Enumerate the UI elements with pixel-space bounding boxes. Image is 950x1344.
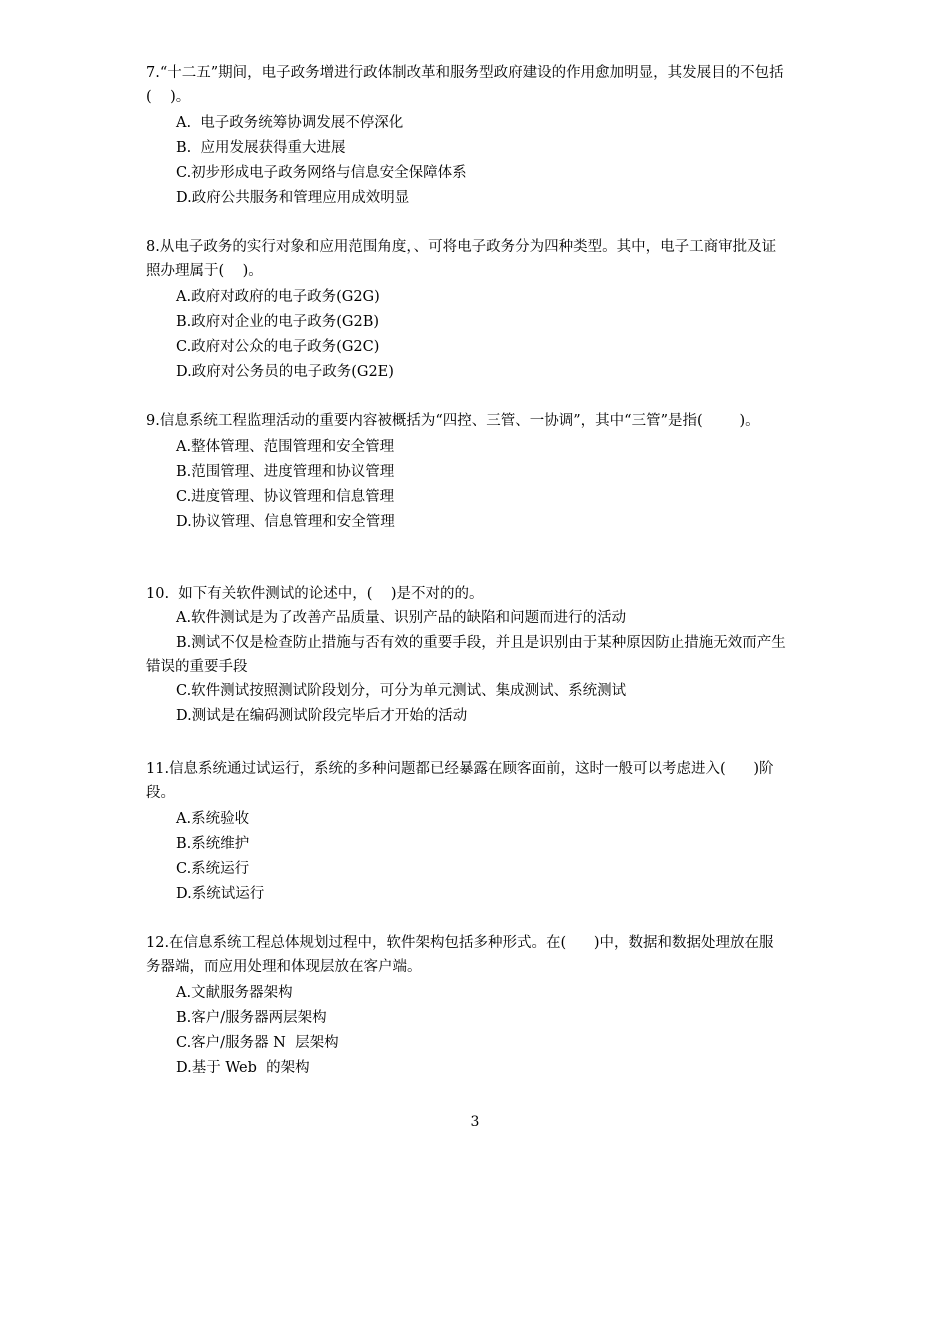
option-a: A.系统验收 <box>176 811 250 827</box>
question-stem: 11.信息系统通过试运行，系统的多种问题都已经暴露在顾客面前，这时一般可以考虑进入( )阶段。 <box>146 761 774 801</box>
question-stem: 8.从电子政务的实行对象和应用范围角度，、可将电子政务分为四种类型。其中，电子工商审批及证照办理属于( )。 <box>146 239 777 279</box>
option-b: B.客户/服务器两层架构 <box>176 1010 327 1026</box>
option-b: B.测试不仅是检查防止措施与否有效的重要手段，并且是识别由于某种原因防止措施无效而产生错误的重要手段 <box>146 635 786 675</box>
option-list <box>146 111 786 211</box>
option-b: B.系统维护 <box>176 836 250 852</box>
option-list <box>146 285 786 385</box>
question-9 <box>146 409 786 535</box>
option-c: C.政府对公众的电子政务(G2C) <box>176 339 380 355</box>
option-c: C.进度管理、协议管理和信息管理 <box>176 489 395 505</box>
option-d: D.系统试运行 <box>176 886 265 902</box>
option-d: D.测试是在编码测试阶段完毕后才开始的活动 <box>176 708 468 724</box>
option-d: D.基于 Web 的架构 <box>176 1060 310 1076</box>
option-b: B. 应用发展获得重大进展 <box>176 140 346 156</box>
option-d: D.政府对公务员的电子政务(G2E) <box>176 364 394 380</box>
question-11 <box>146 757 786 907</box>
page-number: 3 <box>470 1114 480 1130</box>
option-a: A.整体管理、范围管理和安全管理 <box>176 439 395 455</box>
option-a: A.政府对政府的电子政务(G2G) <box>176 289 380 305</box>
option-a: A.文献服务器架构 <box>176 985 293 1001</box>
option-d: D.协议管理、信息管理和安全管理 <box>176 514 395 530</box>
question-stem: 7.“十二五”期间，电子政务增进行政体制改革和服务型政府建设的作用愈加明显，其发展目的不包括( )。 <box>146 65 784 105</box>
question-12 <box>146 931 786 1081</box>
option-list <box>146 981 786 1081</box>
question-stem: 12.在信息系统工程总体规划过程中，软件架构包括多种形式。在( )中，数据和数据处理放在服务器端，而应用处理和体现层放在客户端。 <box>146 935 774 975</box>
option-d: D.政府公共服务和管理应用成效明显 <box>176 190 410 206</box>
option-list <box>146 435 786 535</box>
option-list <box>146 807 786 907</box>
option-a: A. 电子政务统筹协调发展不停深化 <box>176 115 404 131</box>
question-8 <box>146 235 786 385</box>
option-c: C.客户/服务器 N 层架构 <box>176 1035 339 1051</box>
option-list <box>146 606 786 729</box>
question-10 <box>146 582 786 729</box>
question-stem: 9.信息系统工程监理活动的重要内容被概括为“四控、三管、一协调”，其中“三管”是指( )。 <box>146 413 760 429</box>
question-stem: 10. 如下有关软件测试的论述中，( )是不对的的。 <box>146 586 484 602</box>
option-c: C.初步形成电子政务网络与信息安全保障体系 <box>176 165 467 181</box>
option-b: B.范围管理、进度管理和协议管理 <box>176 464 395 480</box>
question-7 <box>146 61 786 211</box>
option-c: C.软件测试按照测试阶段划分，可分为单元测试、集成测试、系统测试 <box>176 683 627 699</box>
option-c: C.系统运行 <box>176 861 250 877</box>
option-b: B.政府对企业的电子政务(G2B) <box>176 314 380 330</box>
option-a: A.软件测试是为了改善产品质量、识别产品的缺陷和问题而进行的活动 <box>176 610 627 626</box>
